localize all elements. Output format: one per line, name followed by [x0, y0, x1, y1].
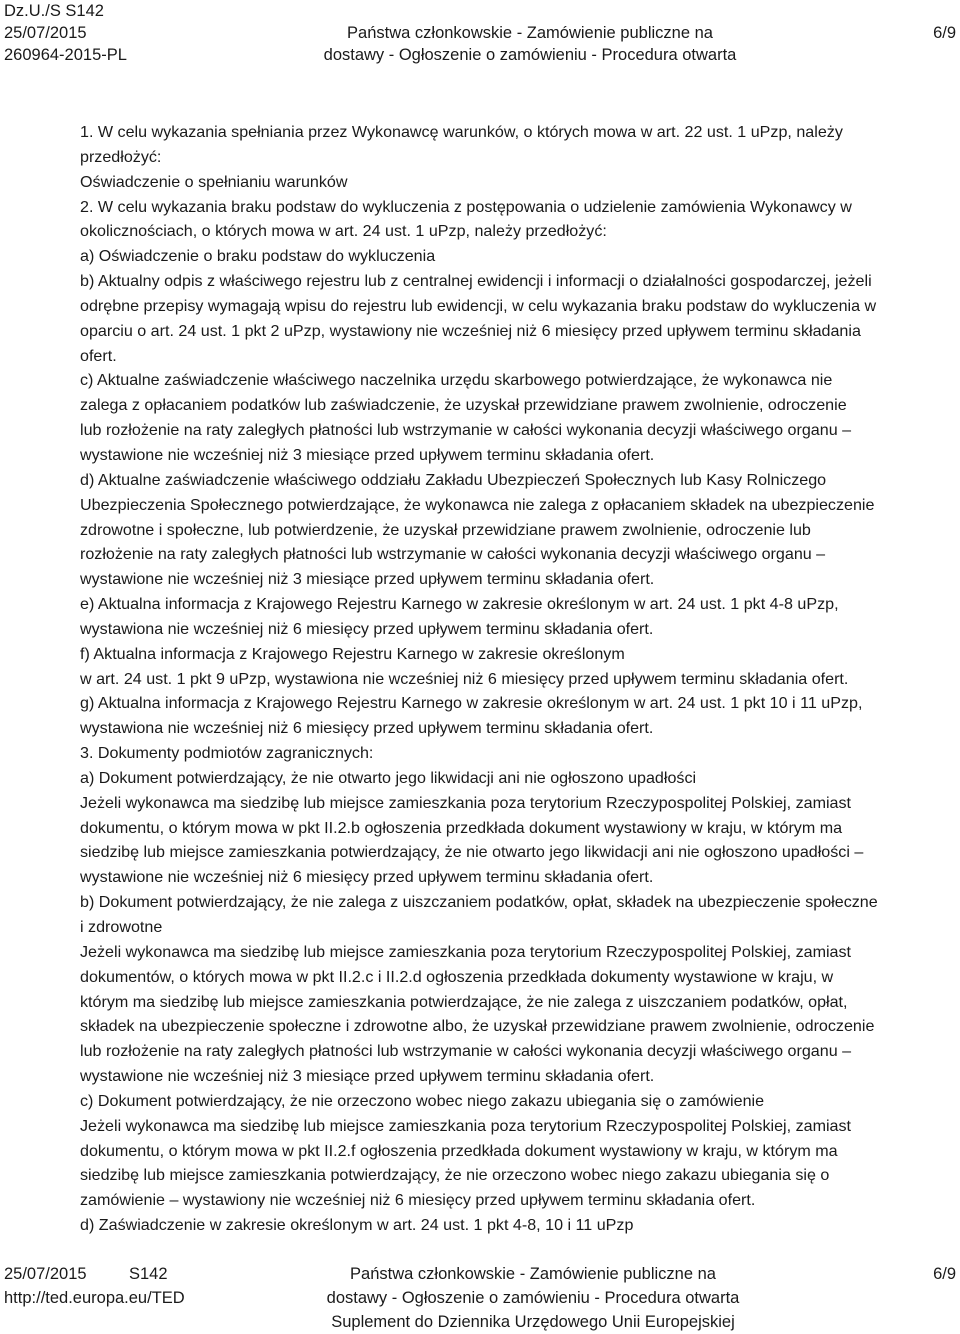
body-line: wystawione nie wcześniej niż 3 miesiące przed upływem terminu składania ofert.	[80, 1067, 655, 1086]
body-line: Jeżeli wykonawca ma siedzibę lub miejsce zamieszkania poza terytorium Rzeczypospolitej Polskiej, zamiast	[80, 1116, 852, 1135]
body-line: c) Aktualne zaświadczenie właściwego naczelnika urzędu skarbowego potwierdzające, że wykonawca nie	[80, 371, 833, 390]
body-line: dokumentu, o którym mowa w pkt II.2.b ogłoszenia przedkłada dokument wystawiony w kraju, w którym ma	[80, 818, 843, 837]
body-line: d) Aktualne zaświadczenie właściwego oddziału Zakładu Ubezpieczeń Społecznych lub Kasy Rolniczego	[80, 470, 827, 489]
document-body	[80, 120, 940, 1238]
body-line: odrębne przepisy wymagają wpisu do rejestru lub ewidencji, w celu wykazania braku podstaw do wykluczenia w	[80, 296, 877, 315]
body-line: Oświadczenie o spełnianiu warunków	[80, 172, 348, 191]
body-line: lub rozłożenie na raty zaległych płatności lub wstrzymanie w całości wykonania decyzji właściwego organu –	[80, 421, 852, 440]
body-line: zdrowotne i społeczne, lub potwierdzenie, że uzyskał przewidziane prawem zwolnienie, odroczenie lub	[80, 520, 811, 539]
body-line: lub rozłożenie na raty zaległych płatności lub wstrzymanie w całości wykonania decyzji właściwego organu –	[80, 1042, 852, 1061]
body-line: wystawione nie wcześniej niż 3 miesiące przed upływem terminu składania ofert.	[80, 445, 655, 464]
body-line: rozłożenie na raty zaległych płatności lub wstrzymanie w całości wykonania decyzji właściwego organu –	[80, 545, 826, 564]
body-line: przedłożyć:	[80, 147, 162, 166]
body-line: wystawione nie wcześniej niż 6 miesięcy przed upływem terminu składania ofert.	[80, 868, 654, 887]
body-line: dokumentów, o których mowa w pkt II.2.c i II.2.d ogłoszenia przedkłada dokumenty wystawione w kraju, w	[80, 967, 834, 986]
footer-page-number: 6/9	[933, 1265, 956, 1283]
body-line: siedzibę lub miejsce zamieszkania potwierdzający, że nie orzeczono wobec niego zakazu ubiegania się o	[80, 1166, 830, 1185]
body-line: d) Zaświadczenie w zakresie określonym w art. 24 ust. 1 pkt 4-8, 10 i 11 uPzp	[80, 1216, 634, 1235]
header-date: 25/07/2015	[4, 24, 87, 42]
footer-series-code: S142	[129, 1265, 168, 1283]
body-line: Jeżeli wykonawca ma siedzibę lub miejsce zamieszkania poza terytorium Rzeczypospolitej Polskiej, zamiast	[80, 793, 852, 812]
body-line: ofert.	[80, 346, 117, 365]
footer-url-link[interactable]: http://ted.europa.eu/TED	[4, 1289, 185, 1307]
body-line: f) Aktualna informacja z Krajowego Rejestru Karnego w zakresie określonym	[80, 644, 625, 663]
body-line: dokumentu, o którym mowa w pkt II.2.f ogłoszenia przedkłada dokument wystawiony w kraju, w którym ma	[80, 1141, 838, 1160]
body-line: i zdrowotne	[80, 918, 163, 936]
body-line: zamówienie – wystawiony nie wcześniej niż 6 miesięcy przed upływem terminu składania ofert.	[80, 1191, 756, 1210]
footer-supplement-line: Suplement do Dziennika Urzędowego Unii Europejskiej	[331, 1313, 735, 1331]
header-page-number: 6/9	[933, 24, 956, 42]
header-title-line-1: Państwa członkowskie - Zamówienie publiczne na	[347, 24, 713, 42]
footer-date: 25/07/2015	[4, 1265, 87, 1283]
page-footer	[0, 1263, 960, 1334]
footer-title-line-2: dostawy - Ogłoszenie o zamówieniu - Procedura otwarta	[326, 1289, 740, 1307]
body-line: 3. Dokumenty podmiotów zagranicznych:	[80, 744, 374, 763]
page-header	[0, 0, 960, 66]
body-line: okolicznościach, o których mowa w art. 24 ust. 1 uPzp, należy przedłożyć:	[80, 222, 607, 241]
body-line: b) Dokument potwierdzający, że nie zalega z uiszczaniem podatków, opłat, składek na ubezpieczenie społeczne	[80, 893, 878, 912]
body-line: a) Dokument potwierdzający, że nie otwarto jego likwidacji ani nie ogłoszono upadłości	[80, 768, 697, 787]
body-line: 1. W celu wykazania spełniania przez Wykonawcę warunków, o których mowa w art. 22 ust. 1 uPzp, należy	[80, 123, 843, 141]
body-line: wystawione nie wcześniej niż 3 miesiące przed upływem terminu składania ofert.	[80, 570, 655, 589]
footer-title-line-1: Państwa członkowskie - Zamówienie publiczne na	[350, 1265, 716, 1283]
body-line: składek na ubezpieczenie społeczne i zdrowotne albo, że uzyskał przewidziane prawem zwolnienie, odroczenie	[80, 1017, 875, 1036]
body-line: Ubezpieczenia Społecznego potwierdzające, że wykonawca nie zalega z opłacaniem składek na ubezpieczenie	[80, 495, 875, 514]
body-line: g) Aktualna informacja z Krajowego Rejestru Karnego w zakresie określonym w art. 24 ust. 1 pkt 10 i 11 uPzp,	[80, 694, 863, 713]
body-line: w art. 24 ust. 1 pkt 9 uPzp, wystawiona nie wcześniej niż 6 miesięcy przed upływem terminu składania ofert.	[80, 669, 849, 688]
body-line: zalega z opłacaniem podatków lub zaświadczenie, że uzyskał przewidziane prawem zwolnienie, odroczenie	[80, 396, 847, 415]
body-line: a) Oświadczenie o braku podstaw do wykluczenia	[80, 247, 436, 266]
body-line: którym ma siedzibę lub miejsce zamieszkania potwierdzające, że nie zalega z uiszczaniem podatków, opłat,	[80, 992, 848, 1011]
body-line: e) Aktualna informacja z Krajowego Rejestru Karnego w zakresie określonym w art. 24 ust. 1 pkt 4-8 uPzp,	[80, 595, 839, 614]
body-line: oparciu o art. 24 ust. 1 pkt 2 uPzp, wystawiony nie wcześniej niż 6 miesięcy przed upływem terminu składania	[80, 321, 861, 340]
journal-reference: Dz.U./S S142	[4, 2, 104, 20]
body-line: wystawiona nie wcześniej niż 6 miesięcy przed upływem terminu składania ofert.	[80, 719, 654, 738]
body-line: c) Dokument potwierdzający, że nie orzeczono wobec niego zakazu ubiegania się o zamówienie	[80, 1091, 765, 1110]
notice-number: 260964-2015-PL	[4, 46, 127, 64]
header-title-line-2: dostawy - Ogłoszenie o zamówieniu - Procedura otwarta	[323, 46, 737, 64]
body-line: Jeżeli wykonawca ma siedzibę lub miejsce zamieszkania poza terytorium Rzeczypospolitej Polskiej, zamiast	[80, 942, 852, 961]
body-line: 2. W celu wykazania braku podstaw do wykluczenia z postępowania o udzielenie zamówienia Wykonawcy w	[80, 197, 852, 216]
body-line: siedzibę lub miejsce zamieszkania potwierdzający, że nie otwarto jego likwidacji ani nie ogłoszono upadłości –	[80, 843, 864, 862]
body-line: wystawiona nie wcześniej niż 6 miesięcy przed upływem terminu składania ofert.	[80, 619, 654, 638]
body-line: b) Aktualny odpis z właściwego rejestru lub z centralnej ewidencji i informacji o działalności gospodarczej, jeżeli	[80, 272, 872, 291]
